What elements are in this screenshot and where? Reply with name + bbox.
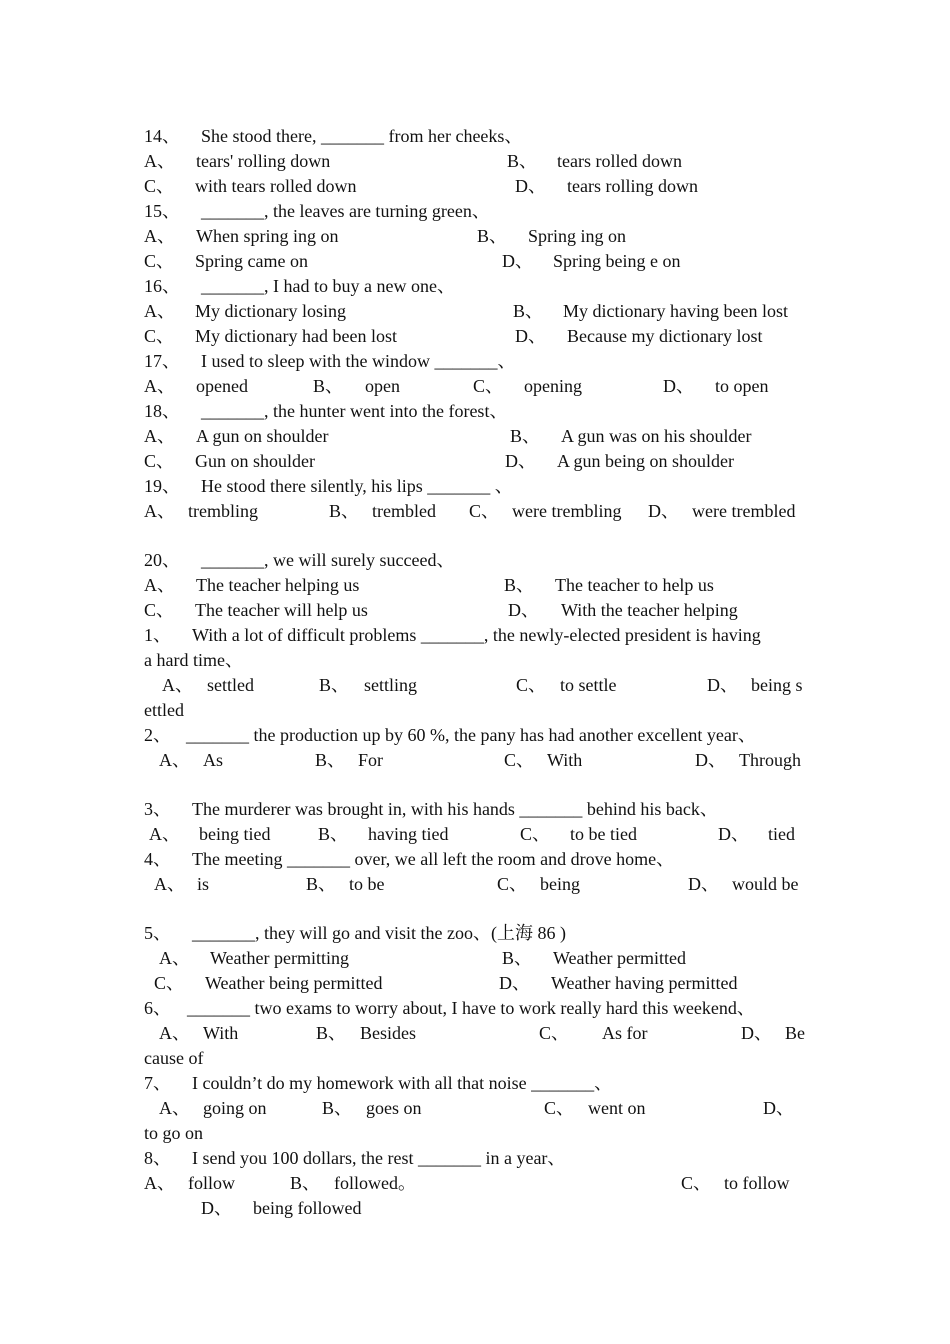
text-line-l31-seg-3: Weather permitted [553,948,686,968]
text-line-l40-seg-1: follow [188,1173,235,1193]
text-line-l26-seg-0: 3、 [144,799,171,819]
text-line-l17-seg-1: _______, we will surely succeed、 [201,550,455,570]
text-line-l16-seg-0: A、 [144,501,175,521]
text-line-l34-seg-4: C、 [539,1023,570,1043]
text-line-l26-seg-1: The murderer was brought in, with his hands _______ behind his back、 [192,799,718,819]
text-line-l11-seg-4: C、 [473,376,504,396]
text-line-l22-seg-7: being s [751,675,803,695]
text-line-l27-seg-4: C、 [520,824,551,844]
text-line-l31-seg-0: A、 [159,948,190,968]
text-line-l04-seg-0: 15、 [144,201,180,221]
text-line-l38-seg-0: to go on [144,1123,204,1143]
text-line-l22-seg-5: to settle [560,675,617,695]
text-line-l25-seg-3: For [358,750,384,770]
text-line-l25-seg-6: D、 [695,750,726,770]
text-line-l08-seg-1: My dictionary losing [195,301,346,321]
text-line-l34-seg-6: D、 [741,1023,772,1043]
text-line-l30-seg-1: _______, they will go and visit the zoo、(上海 86 ) [192,923,566,943]
text-line-l08-seg-0: A、 [144,301,175,321]
text-line-l34-seg-5: As for [602,1023,648,1043]
text-line-l29-seg-6: D、 [688,874,719,894]
text-line-l36-seg-0: 7、 [144,1073,171,1093]
text-line-l13-seg-1: A gun on shoulder [196,426,329,446]
text-line-l11-seg-5: opening [524,376,582,396]
text-line-l01-seg-0: 14、 [144,126,180,146]
text-line-l37-seg-2: B、 [322,1098,353,1118]
text-line-l40-seg-3: followed。 [334,1173,416,1193]
text-line-l22-seg-6: D、 [707,675,738,695]
text-line-l16-seg-4: C、 [469,501,500,521]
text-line-l03-seg-0: C、 [144,176,175,196]
text-line-l32-seg-1: Weather being permitted [205,973,383,993]
text-line-l34-seg-3: Besides [360,1023,416,1043]
text-line-l11-seg-7: to open [715,376,769,396]
text-line-l41-seg-1: being followed [253,1198,362,1218]
text-line-l27-seg-0: A、 [149,824,180,844]
text-line-l25-seg-2: B、 [315,750,346,770]
text-line-l31-seg-1: Weather permitting [210,948,349,968]
text-line-l29-seg-1: is [197,874,210,894]
text-line-l06-seg-0: C、 [144,251,175,271]
text-line-l31-seg-2: B、 [502,948,533,968]
text-line-l35-seg-0: cause of [144,1048,204,1068]
text-line-l25-seg-1: As [203,750,224,770]
text-line-l19-seg-1: The teacher will help us [195,600,368,620]
text-line-l20-seg-0: 1、 [144,625,171,645]
text-line-l40-seg-5: to follow [724,1173,790,1193]
text-line-l34-seg-7: Be [785,1023,805,1043]
text-line-l05-seg-3: Spring ing on [528,226,627,246]
text-line-l03-seg-2: D、 [515,176,546,196]
text-line-l25-seg-4: C、 [504,750,535,770]
text-line-l04-seg-1: _______, the leaves are turning green、 [201,201,490,221]
text-line-l34-seg-2: B、 [316,1023,347,1043]
text-line-l40-seg-2: B、 [290,1173,321,1193]
text-line-l03-seg-1: with tears rolled down [195,176,357,196]
text-line-l11-seg-2: B、 [313,376,344,396]
text-line-l10-seg-0: 17、 [144,351,180,371]
text-line-l16-seg-3: trembled [372,501,436,521]
text-line-l32-seg-2: D、 [499,973,530,993]
text-line-l15-seg-0: 19、 [144,476,180,496]
text-line-l27-seg-5: to be tied [570,824,637,844]
text-line-l08-seg-2: B、 [513,301,544,321]
text-line-l37-seg-1: going on [203,1098,267,1118]
text-line-l15-seg-1: He stood there silently, his lips _______ 、 [201,476,513,496]
text-line-l25-seg-0: A、 [159,750,190,770]
text-line-l16-seg-1: trembling [188,501,258,521]
text-line-l33-seg-1: _______ two exams to worry about, I have to work really hard this weekend、 [187,998,755,1018]
text-line-l32-seg-0: C、 [154,973,185,993]
text-line-l29-seg-2: B、 [306,874,337,894]
text-line-l14-seg-3: A gun being on shoulder [557,451,734,471]
text-line-l06-seg-2: D、 [502,251,533,271]
text-line-l09-seg-0: C、 [144,326,175,346]
text-line-l05-seg-0: A、 [144,226,175,246]
text-line-l22-seg-4: C、 [516,675,547,695]
text-line-l29-seg-3: to be [349,874,385,894]
text-line-l27-seg-7: tied [768,824,795,844]
text-line-l37-seg-3: goes on [366,1098,422,1118]
text-line-l16-seg-7: were trembled [692,501,796,521]
text-line-l06-seg-1: Spring came on [195,251,308,271]
text-line-l13-seg-3: A gun was on his shoulder [561,426,752,446]
text-line-l25-seg-7: Through [739,750,801,770]
text-line-l24-seg-0: 2、 [144,725,171,745]
text-line-l34-seg-1: With [203,1023,239,1043]
text-line-l18-seg-3: The teacher to help us [555,575,714,595]
text-line-l39-seg-1: I send you 100 dollars, the rest _______ in a year、 [192,1148,566,1168]
text-line-l12-seg-0: 18、 [144,401,180,421]
text-line-l14-seg-2: D、 [505,451,536,471]
text-line-l11-seg-0: A、 [144,376,175,396]
text-line-l02-seg-0: A、 [144,151,175,171]
text-line-l28-seg-0: 4、 [144,849,171,869]
text-line-l25-seg-5: With [547,750,583,770]
text-line-l37-seg-5: went on [588,1098,646,1118]
text-line-l03-seg-3: tears rolling down [567,176,698,196]
text-line-l27-seg-2: B、 [318,824,349,844]
text-line-l06-seg-3: Spring being e on [553,251,681,271]
text-line-l17-seg-0: 20、 [144,550,180,570]
text-line-l37-seg-0: A、 [159,1098,190,1118]
text-line-l34-seg-0: A、 [159,1023,190,1043]
text-line-l39-seg-0: 8、 [144,1148,171,1168]
text-line-l27-seg-3: having tied [368,824,449,844]
text-line-l14-seg-0: C、 [144,451,175,471]
text-line-l40-seg-4: C、 [681,1173,712,1193]
text-line-l30-seg-0: 5、 [144,923,171,943]
text-line-l09-seg-3: Because my dictionary lost [567,326,763,346]
text-line-l33-seg-0: 6、 [144,998,171,1018]
text-line-l02-seg-2: B、 [507,151,538,171]
text-line-l16-seg-2: B、 [329,501,360,521]
text-line-l37-seg-4: C、 [544,1098,575,1118]
text-line-l07-seg-1: _______, I had to buy a new one、 [201,276,455,296]
text-line-l02-seg-1: tears' rolling down [196,151,331,171]
text-line-l11-seg-1: opened [196,376,248,396]
text-line-l16-seg-5: were trembling [512,501,622,521]
text-line-l11-seg-6: D、 [663,376,694,396]
text-line-l29-seg-5: being [540,874,580,894]
text-line-l22-seg-2: B、 [319,675,350,695]
text-line-l18-seg-2: B、 [504,575,535,595]
text-line-l19-seg-2: D、 [508,600,539,620]
text-line-l24-seg-1: _______ the production up by 60 %, the pany has had another excellent year、 [186,725,756,745]
text-line-l07-seg-0: 16、 [144,276,180,296]
text-line-l12-seg-1: _______, the hunter went into the forest、 [201,401,508,421]
text-line-l01-seg-1: She stood there, _______ from her cheeks、 [201,126,523,146]
text-line-l18-seg-1: The teacher helping us [196,575,360,595]
text-line-l09-seg-1: My dictionary had been lost [195,326,397,346]
text-line-l29-seg-4: C、 [497,874,528,894]
text-line-l22-seg-3: settling [364,675,417,695]
text-line-l14-seg-1: Gun on shoulder [195,451,315,471]
text-line-l08-seg-3: My dictionary having been lost [563,301,788,321]
text-line-l27-seg-1: being tied [199,824,271,844]
text-line-l32-seg-3: Weather having permitted [551,973,738,993]
text-line-l23-seg-0: ettled [144,700,184,720]
text-line-l29-seg-0: A、 [154,874,185,894]
text-line-l09-seg-2: D、 [515,326,546,346]
text-line-l22-seg-0: A、 [162,675,193,695]
text-line-l19-seg-0: C、 [144,600,175,620]
text-line-l28-seg-1: The meeting _______ over, we all left the room and drove home、 [192,849,675,869]
text-line-l02-seg-3: tears rolled down [557,151,682,171]
text-line-l29-seg-7: would be [732,874,799,894]
text-line-l05-seg-2: B、 [477,226,508,246]
text-line-l40-seg-0: A、 [144,1173,175,1193]
text-line-l36-seg-1: I couldn’t do my homework with all that noise _______、 [192,1073,613,1093]
text-line-l13-seg-2: B、 [510,426,541,446]
text-line-l13-seg-0: A、 [144,426,175,446]
text-line-l11-seg-3: open [365,376,400,396]
text-line-l05-seg-1: When spring ing on [196,226,339,246]
text-line-l19-seg-3: With the teacher helping [561,600,738,620]
text-line-l22-seg-1: settled [207,675,254,695]
text-line-l27-seg-6: D、 [718,824,749,844]
text-line-l20-seg-1: With a lot of difficult problems _______, the newly-elected president is having [192,625,761,645]
text-line-l16-seg-6: D、 [648,501,679,521]
text-line-l21-seg-0: a hard time、 [144,650,243,670]
text-line-l41-seg-0: D、 [201,1198,232,1218]
text-line-l18-seg-0: A、 [144,575,175,595]
text-line-l10-seg-1: I used to sleep with the window _______、 [201,351,516,371]
text-line-l37-seg-6: D、 [763,1098,794,1118]
